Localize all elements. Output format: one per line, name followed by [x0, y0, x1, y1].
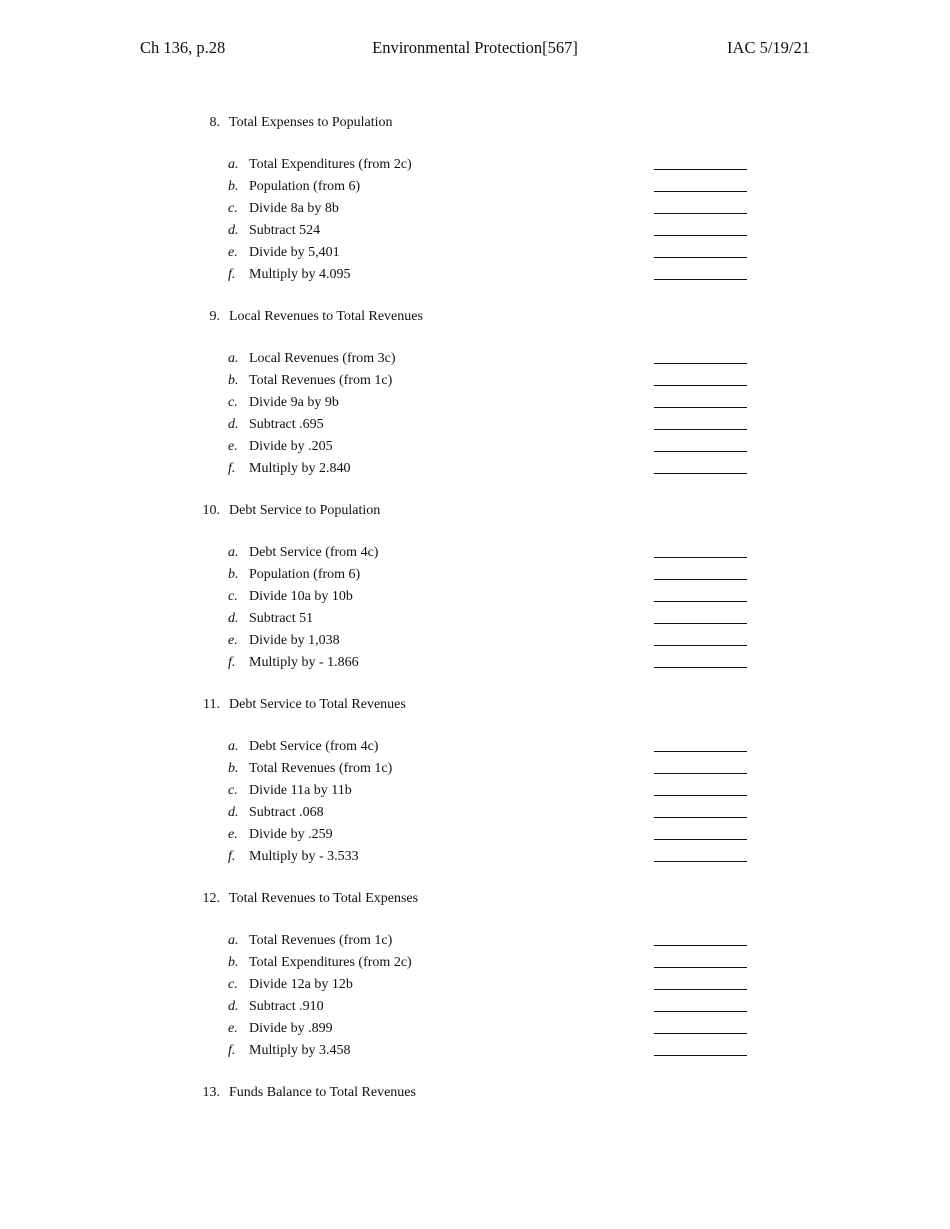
worksheet-section	[0, 306, 950, 480]
item-letter: d.	[228, 223, 239, 238]
section-number: 13.	[202, 1085, 220, 1100]
item-letter: e.	[228, 633, 238, 648]
section-spacer	[0, 674, 950, 694]
worksheet-body	[0, 112, 950, 1104]
answer-blank-line[interactable]	[654, 601, 747, 602]
answer-blank-line[interactable]	[654, 623, 747, 624]
worksheet-line-item	[0, 154, 950, 176]
answer-blank-line[interactable]	[654, 861, 747, 862]
item-letter: f.	[228, 849, 236, 864]
item-description: Multiply by - 3.533	[249, 849, 359, 864]
section-title: Funds Balance to Total Revenues	[229, 1085, 416, 1100]
answer-blank-line[interactable]	[654, 451, 747, 452]
item-description: Divide 10a by 10b	[249, 589, 353, 604]
worksheet-line-item	[0, 736, 950, 758]
worksheet-line-item	[0, 370, 950, 392]
item-description: Divide by 1,038	[249, 633, 340, 648]
section-title: Local Revenues to Total Revenues	[229, 309, 423, 324]
worksheet-line-item	[0, 242, 950, 264]
item-letter: e.	[228, 1021, 238, 1036]
answer-blank-line[interactable]	[654, 1033, 747, 1034]
item-description: Total Revenues (from 1c)	[249, 933, 393, 948]
answer-blank-line[interactable]	[654, 945, 747, 946]
worksheet-line-item	[0, 436, 950, 458]
answer-blank-line[interactable]	[654, 363, 747, 364]
item-description: Total Revenues (from 1c)	[249, 373, 393, 388]
answer-blank-line[interactable]	[654, 407, 747, 408]
worksheet-line-item	[0, 630, 950, 652]
item-letter: a.	[228, 933, 239, 948]
answer-blank-line[interactable]	[654, 169, 747, 170]
worksheet-line-item	[0, 198, 950, 220]
answer-blank-line[interactable]	[654, 579, 747, 580]
answer-blank-line[interactable]	[654, 839, 747, 840]
section-heading	[0, 306, 950, 328]
item-letter: c.	[228, 977, 238, 992]
answer-blank-line[interactable]	[654, 213, 747, 214]
worksheet-line-item	[0, 974, 950, 996]
item-description: Population (from 6)	[249, 567, 361, 582]
item-description: Subtract .695	[249, 417, 324, 432]
item-letter: f.	[228, 655, 236, 670]
worksheet-line-item	[0, 458, 950, 480]
item-description: Total Expenditures (from 2c)	[249, 955, 412, 970]
item-letter: d.	[228, 805, 239, 820]
answer-blank-line[interactable]	[654, 751, 747, 752]
worksheet-line-item	[0, 780, 950, 802]
section-spacer	[0, 286, 950, 306]
worksheet-line-item	[0, 264, 950, 286]
item-description: Divide by .259	[249, 827, 333, 842]
answer-blank-line[interactable]	[654, 773, 747, 774]
section-items	[0, 542, 950, 674]
answer-blank-line[interactable]	[654, 191, 747, 192]
item-description: Divide 11a by 11b	[249, 783, 352, 798]
item-letter: d.	[228, 611, 239, 626]
worksheet-line-item	[0, 586, 950, 608]
page-header	[140, 38, 810, 62]
worksheet-line-item	[0, 348, 950, 370]
item-description: Multiply by 4.095	[249, 267, 351, 282]
item-description: Subtract 51	[249, 611, 314, 626]
worksheet-line-item	[0, 652, 950, 674]
item-letter: e.	[228, 439, 238, 454]
document-title: Environmental Protection[567]	[372, 38, 578, 57]
item-description: Divide 12a by 12b	[249, 977, 353, 992]
section-spacer	[0, 868, 950, 888]
answer-blank-line[interactable]	[654, 1055, 747, 1056]
item-letter: b.	[228, 567, 239, 582]
worksheet-line-item	[0, 608, 950, 630]
item-description: Subtract .068	[249, 805, 324, 820]
worksheet-line-item	[0, 392, 950, 414]
section-spacer	[0, 480, 950, 500]
answer-blank-line[interactable]	[654, 257, 747, 258]
answer-blank-line[interactable]	[654, 1011, 747, 1012]
section-items	[0, 930, 950, 1062]
answer-blank-line[interactable]	[654, 967, 747, 968]
item-description: Subtract .910	[249, 999, 324, 1014]
answer-blank-line[interactable]	[654, 817, 747, 818]
section-items	[0, 348, 950, 480]
item-letter: c.	[228, 783, 238, 798]
item-description: Divide 9a by 9b	[249, 395, 339, 410]
answer-blank-line[interactable]	[654, 385, 747, 386]
worksheet-section	[0, 500, 950, 674]
worksheet-line-item	[0, 996, 950, 1018]
section-items	[0, 736, 950, 868]
item-letter: c.	[228, 589, 238, 604]
item-letter: b.	[228, 179, 239, 194]
section-title: Debt Service to Total Revenues	[229, 697, 406, 712]
section-heading	[0, 888, 950, 910]
worksheet-line-item	[0, 564, 950, 586]
answer-blank-line[interactable]	[654, 667, 747, 668]
section-title: Debt Service to Population	[229, 503, 381, 518]
worksheet-line-item	[0, 176, 950, 198]
item-letter: f.	[228, 461, 236, 476]
section-number: 8.	[209, 115, 220, 130]
item-description: Divide by 5,401	[249, 245, 340, 260]
worksheet-line-item	[0, 1040, 950, 1062]
item-description: Divide by .205	[249, 439, 333, 454]
worksheet-line-item	[0, 542, 950, 564]
item-letter: d.	[228, 999, 239, 1014]
item-letter: d.	[228, 417, 239, 432]
item-description: Local Revenues (from 3c)	[249, 351, 396, 366]
item-letter: e.	[228, 827, 238, 842]
item-description: Multiply by 2.840	[249, 461, 351, 476]
answer-blank-line[interactable]	[654, 989, 747, 990]
item-description: Population (from 6)	[249, 179, 361, 194]
worksheet-line-item	[0, 802, 950, 824]
answer-blank-line[interactable]	[654, 235, 747, 236]
item-letter: c.	[228, 201, 238, 216]
worksheet-line-item	[0, 952, 950, 974]
section-title: Total Expenses to Population	[229, 115, 393, 130]
chapter-page-label: Ch 136, p.28	[140, 38, 226, 57]
item-letter: b.	[228, 955, 239, 970]
answer-blank-line[interactable]	[654, 473, 747, 474]
item-letter: a.	[228, 545, 239, 560]
answer-blank-line[interactable]	[654, 429, 747, 430]
worksheet-line-item	[0, 220, 950, 242]
section-heading	[0, 112, 950, 134]
iac-date-label: IAC 5/19/21	[727, 38, 810, 57]
section-number: 10.	[202, 503, 220, 518]
section-number: 12.	[202, 891, 220, 906]
item-letter: a.	[228, 739, 239, 754]
item-description: Divide by .899	[249, 1021, 333, 1036]
worksheet-line-item	[0, 758, 950, 780]
section-heading	[0, 694, 950, 716]
worksheet-section	[0, 112, 950, 286]
section-number: 9.	[209, 309, 220, 324]
item-description: Multiply by 3.458	[249, 1043, 351, 1058]
item-letter: c.	[228, 395, 238, 410]
worksheet-line-item	[0, 930, 950, 952]
worksheet-line-item	[0, 414, 950, 436]
worksheet-section	[0, 1082, 950, 1104]
item-description: Total Expenditures (from 2c)	[249, 157, 412, 172]
section-items	[0, 154, 950, 286]
item-letter: f.	[228, 267, 236, 282]
item-description: Debt Service (from 4c)	[249, 545, 379, 560]
worksheet-section	[0, 694, 950, 868]
worksheet-line-item	[0, 846, 950, 868]
section-heading	[0, 1082, 950, 1104]
item-description: Subtract 524	[249, 223, 321, 238]
item-description: Multiply by - 1.866	[249, 655, 359, 670]
answer-blank-line[interactable]	[654, 795, 747, 796]
section-spacer	[0, 1062, 950, 1082]
worksheet-section	[0, 888, 950, 1062]
answer-blank-line[interactable]	[654, 557, 747, 558]
item-letter: a.	[228, 351, 239, 366]
item-letter: f.	[228, 1043, 236, 1058]
item-letter: a.	[228, 157, 239, 172]
section-heading	[0, 500, 950, 522]
section-number: 11.	[203, 697, 220, 712]
item-letter: e.	[228, 245, 238, 260]
answer-blank-line[interactable]	[654, 645, 747, 646]
item-letter: b.	[228, 373, 239, 388]
item-description: Divide 8a by 8b	[249, 201, 339, 216]
worksheet-line-item	[0, 1018, 950, 1040]
item-letter: b.	[228, 761, 239, 776]
item-description: Debt Service (from 4c)	[249, 739, 379, 754]
item-description: Total Revenues (from 1c)	[249, 761, 393, 776]
section-title: Total Revenues to Total Expenses	[229, 891, 419, 906]
worksheet-line-item	[0, 824, 950, 846]
answer-blank-line[interactable]	[654, 279, 747, 280]
